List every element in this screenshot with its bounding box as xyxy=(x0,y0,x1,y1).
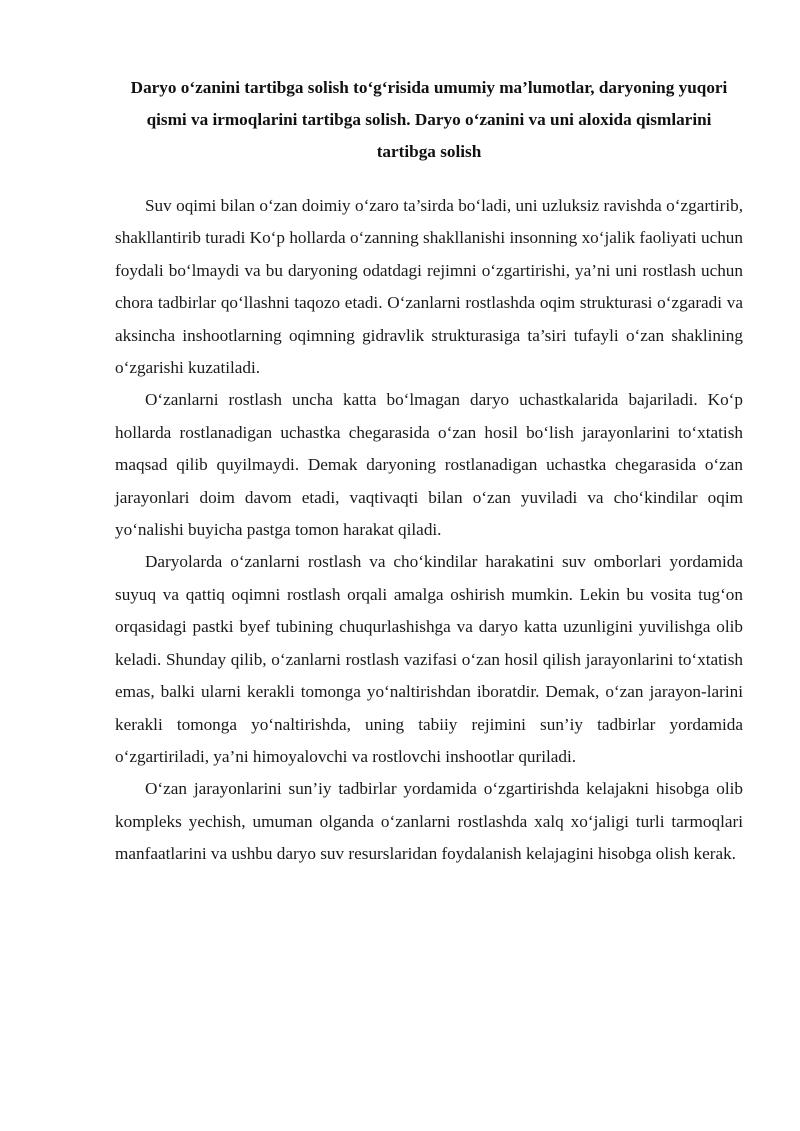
paragraph-1: Suv oqimi bilan o‘zan doimiy o‘zaro ta’sirda bo‘ladi, uni uzluksiz ravishda o‘zgartirib, shakllantirib turadi Ko‘p hollarda o‘zanning shakllanishi insonning xo‘jalik faoliyati uchun foydali bo‘lmaydi va bu daryoning odatdagi rejimni o‘zgartirishi, ya’ni uni rostlash uchun chora tadbirlar qo‘llashni taqozo etadi. O‘zanlarni rostlashda oqim strukturasi o‘zgaradi va aksincha inshootlarning oqimning gidravlik strukturasiga ta’siri tufayli o‘zan shaklining o‘zgarishi kuzatiladi. xyxy=(115,196,743,378)
paragraph-4: O‘zan jarayonlarini sun’iy tadbirlar yordamida o‘zgartirishda kelajakni hisobga olib kompleks yechish, umuman olganda o‘zanlarni rostlashda xalq xo‘jaligi turli tarmoqlari manfaatlarini va ushbu daryo suv resurslaridan foydalanish kelajagini hisobga olish kerak. xyxy=(115,779,743,864)
document-page xyxy=(115,72,743,871)
document-title: Daryo o‘zanini tartibga solish to‘g‘risida umumiy ma’lumotlar, daryoning yuqori qismi va irmoqlarini tartibga solish. Daryo o‘zanini va uni aloxida qismlarini tartibga solish xyxy=(130,78,728,161)
paragraph-3: Daryolarda o‘zanlarni rostlash va cho‘kindilar harakatini suv omborlari yordamida suyuq va qattiq oqimni rostlash orqali amalga oshirish mumkin. Lekin bu vosita tug‘on orqasidagi pastki byef tubining chuqurlashishga va daryo katta uzunligini yuvilishga olib keladi. Shunday qilib, o‘zanlarni rostlash vazifasi o‘zan hosil qilish jarayonlarini to‘xtatish emas, balki ularni kerakli tomonga yo‘naltirishdan iboratdir. Demak, o‘zan jarayon-larini kerakli tomonga yo‘naltirishda, uning tabiiy rejimini sun’iy tadbirlar yordamida o‘zgartiriladi, ya’ni himoyalovchi va rostlovchi inshootlar quriladi. xyxy=(115,552,743,766)
paragraph-2: O‘zanlarni rostlash uncha katta bo‘lmagan daryo uchastkalarida bajariladi. Ko‘p hollarda rostlanadigan uchastka chegarasida o‘zan hosil bo‘lish jarayonlarini to‘xtatish maqsad qilib quyilmaydi. Demak daryoning rostlanadigan uchastka chegarasida o‘zan jarayonlari doim davom etadi, vaqtivaqti bilan o‘zan yuviladi va cho‘kindilar oqim yo‘nalishi buyicha pastga tomon harakat qiladi. xyxy=(115,390,743,540)
